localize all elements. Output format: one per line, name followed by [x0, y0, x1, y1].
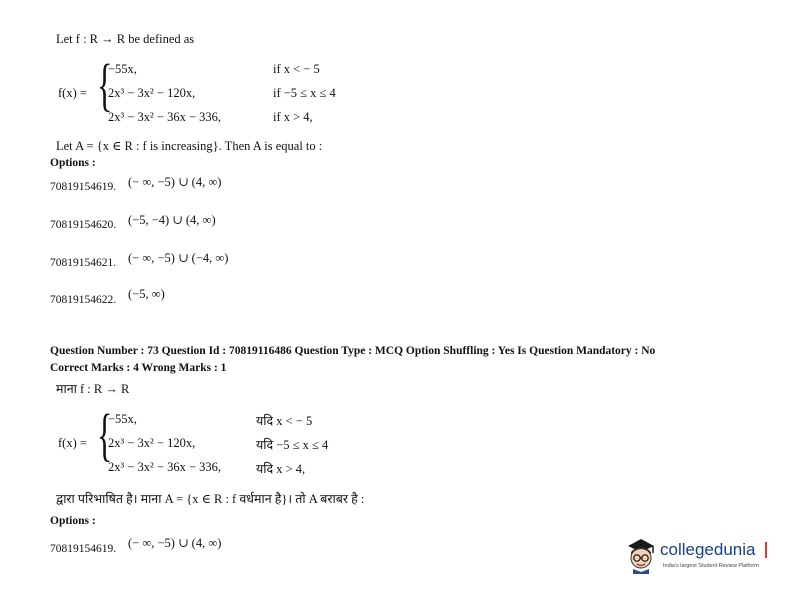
- logo-tagline: India's largest Student Review Platform: [663, 563, 759, 569]
- q2-fx-label: f(x) =: [58, 436, 87, 450]
- collegedunia-logo: [623, 532, 783, 578]
- q1-option-2-id: 70819154620.: [50, 219, 117, 231]
- q1-case-2-cond: if −5 ≤ x ≤ 4: [273, 86, 336, 100]
- q1-case-1-cond: if x < − 5: [273, 62, 320, 76]
- q1-option-1-id: 70819154619.: [50, 181, 117, 193]
- q2-case-2-expr: 2x³ − 3x² − 120x,: [108, 436, 196, 450]
- q1-case-3-expr: 2x³ − 3x² − 36x − 336,: [108, 110, 222, 124]
- q2-case-3-cond: यदि x > 4,: [256, 462, 306, 476]
- mascot-icon: [623, 534, 659, 574]
- q2-options-label: Options :: [50, 515, 96, 527]
- q1-case-2-expr: 2x³ − 3x² − 120x,: [108, 86, 196, 100]
- q1-case-1-expr: −55x,: [108, 62, 137, 76]
- q1-option-4-text[interactable]: (−5, ∞): [128, 287, 165, 301]
- logo-accent-bar: [765, 542, 767, 558]
- q1-intro: Let f : R → R be defined as: [56, 32, 195, 46]
- q1-option-3-id: 70819154621.: [50, 257, 117, 269]
- q2-case-2-cond: यदि −5 ≤ x ≤ 4: [256, 438, 329, 452]
- q1-option-4-id: 70819154622.: [50, 294, 117, 306]
- q2-option-1-id: 70819154619.: [50, 543, 117, 555]
- q1-option-1-text[interactable]: (− ∞, −5) ∪ (4, ∞): [128, 175, 222, 189]
- q2-option-1-text[interactable]: (− ∞, −5) ∪ (4, ∞): [128, 536, 222, 550]
- q2-intro: माना f : R → R: [56, 382, 130, 396]
- q1-option-2-text[interactable]: (−5, −4) ∪ (4, ∞): [128, 213, 216, 227]
- q2-brace: {: [97, 402, 113, 467]
- q2-meta-line-1: Question Number : 73 Question Id : 70819116486 Question Type : MCQ Option Shuffling : Yes Is Question Mandatory : No: [50, 345, 656, 357]
- q1-fx-label: f(x) =: [58, 86, 87, 100]
- q2-stem: द्वारा परिभाषित है। माना A = {x ∈ R : f वर्धमान है}। तो A बराबर है :: [56, 492, 365, 506]
- q1-brace: {: [97, 52, 113, 117]
- q2-case-1-cond: यदि x < − 5: [256, 414, 313, 428]
- q1-option-3-text[interactable]: (− ∞, −5) ∪ (−4, ∞): [128, 251, 229, 265]
- q2-case-1-expr: −55x,: [108, 412, 137, 426]
- q1-case-3-cond: if x > 4,: [273, 110, 313, 124]
- q1-options-label: Options :: [50, 157, 96, 169]
- q2-case-3-expr: 2x³ − 3x² − 36x − 336,: [108, 460, 222, 474]
- logo-name: collegedunia: [660, 540, 756, 559]
- q1-stem: Let A = {x ∈ R : f is increasing}. Then A is equal to :: [56, 139, 323, 153]
- q2-meta-line-2: Correct Marks : 4 Wrong Marks : 1: [50, 362, 227, 374]
